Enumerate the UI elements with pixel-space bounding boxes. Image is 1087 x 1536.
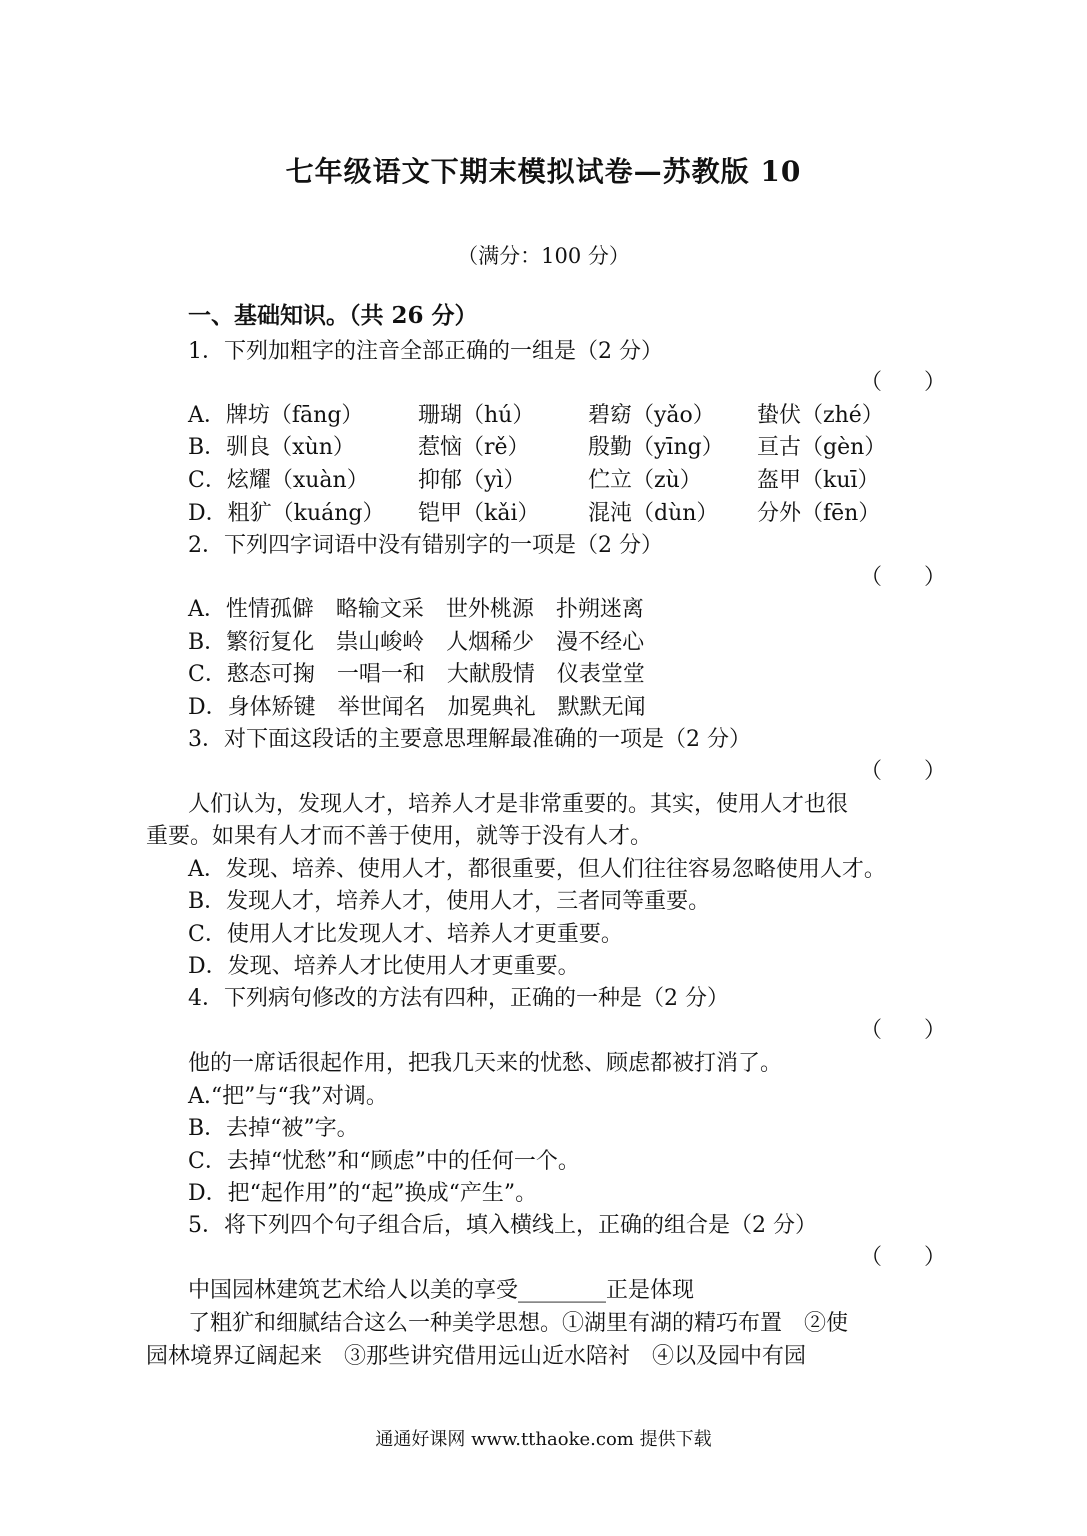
q1-stem: 1．下列加粗字的注音全部正确的一组是（2 分） xyxy=(188,339,663,364)
q3-passage-line1: 人们认为，发现人才，培养人才是非常重要的。其实，使用人才也很 xyxy=(188,792,849,817)
q4-stem: 4．下列病句修改的方法有四种，正确的一种是（2 分） xyxy=(188,986,729,1011)
q4-option-b: B．去掉“被”字。 xyxy=(188,1116,359,1141)
q2-option-d: D．身体矫键 举世闻名 加冕典礼 默默无闻 xyxy=(188,695,646,720)
q1-option-c-1: C．炫耀（xuàn） xyxy=(188,468,369,493)
full-score: （满分：100 分） xyxy=(457,244,630,268)
q2-option-c: C．憨态可掬 一唱一和 大献殷情 仪表堂堂 xyxy=(188,662,645,687)
q5-answer-blank: （ ） xyxy=(860,1245,946,1270)
q3-option-b: B．发现人才，培养人才，使用人才，三者同等重要。 xyxy=(188,889,711,914)
q1-option-a-1: A．牌坊（fāng） xyxy=(188,403,364,428)
q4-sentence: 他的一席话很起作用，把我几天来的忧愁、顾虑都被打消了。 xyxy=(188,1051,783,1076)
page-title: 七年级语文下期末模拟试卷—苏教版 10 xyxy=(285,155,802,188)
q2-stem: 2．下列四字词语中没有错别字的一项是（2 分） xyxy=(188,533,663,558)
q4-option-c: C．去掉“忧愁”和“顾虑”中的任何一个。 xyxy=(188,1149,580,1174)
q1-option-b-2: 惹恼（rě） xyxy=(418,435,530,460)
q1-option-b-3: 殷勤（yīng） xyxy=(588,435,724,460)
q1-option-d-4: 分外（fēn） xyxy=(757,501,881,526)
q1-option-d-3: 混沌（dùn） xyxy=(588,501,719,526)
section-heading: 一、基础知识。（共 26 分） xyxy=(188,302,478,329)
q1-option-a-3: 碧窈（yǎo） xyxy=(588,403,715,428)
q1-option-a-2: 珊瑚（hú） xyxy=(418,403,535,428)
q2-option-b: B．繁衍复化 祟山峻岭 人烟稀少 漫不经心 xyxy=(188,630,645,655)
q1-option-c-3: 伫立（zù） xyxy=(588,468,702,493)
page-footer: 通通好课网 www.tthaoke.com 提供下载 xyxy=(375,1429,712,1450)
q3-answer-blank: （ ） xyxy=(860,759,946,784)
q3-option-a: A．发现、培养、使用人才，都很重要，但人们往往容易忽略使用人才。 xyxy=(188,857,886,882)
q4-option-d: D．把“起作用”的“起”换成“产生”。 xyxy=(188,1181,538,1206)
q3-passage-line2: 重要。如果有人才而不善于使用，就等于没有人才。 xyxy=(146,824,653,849)
q1-option-c-4: 盔甲（kuī） xyxy=(757,468,880,493)
q5-line3: 园林境界辽阔起来 ③那些讲究借用远山近水陪衬 ④以及园中有园 xyxy=(146,1344,807,1369)
q4-option-a: A.“把”与“我”对调。 xyxy=(188,1084,388,1109)
q1-option-c-2: 抑郁（yì） xyxy=(418,468,526,493)
q3-option-d: D．发现、培养人才比使用人才更重要。 xyxy=(188,954,580,979)
q1-option-d-1: D．粗犷（kuáng） xyxy=(188,501,385,526)
q1-answer-blank: （ ） xyxy=(860,370,946,395)
q2-answer-blank: （ ） xyxy=(860,565,946,590)
q3-option-c: C．使用人才比发现人才、培养人才更重要。 xyxy=(188,922,623,947)
q1-option-b-4: 亘古（gèn） xyxy=(757,435,887,460)
q4-answer-blank: （ ） xyxy=(860,1018,946,1043)
q3-stem: 3．对下面这段话的主要意思理解最准确的一项是（2 分） xyxy=(188,727,751,752)
q5-line1: 中国园林建筑艺术给人以美的享受________正是体现 xyxy=(188,1278,695,1303)
q5-stem: 5．将下列四个句子组合后，填入横线上，正确的组合是（2 分） xyxy=(188,1213,817,1238)
q1-option-a-4: 蛰伏（zhé） xyxy=(757,403,884,428)
q5-line2: 了粗犷和细腻结合这么一种美学思想。①湖里有湖的精巧布置 ②使 xyxy=(188,1311,849,1336)
q1-option-d-2: 铠甲（kǎi） xyxy=(418,501,540,526)
q2-option-a: A．性情孤僻 略输文采 世外桃源 扑朔迷离 xyxy=(188,597,644,622)
q1-option-b-1: B．驯良（xùn） xyxy=(188,435,355,460)
